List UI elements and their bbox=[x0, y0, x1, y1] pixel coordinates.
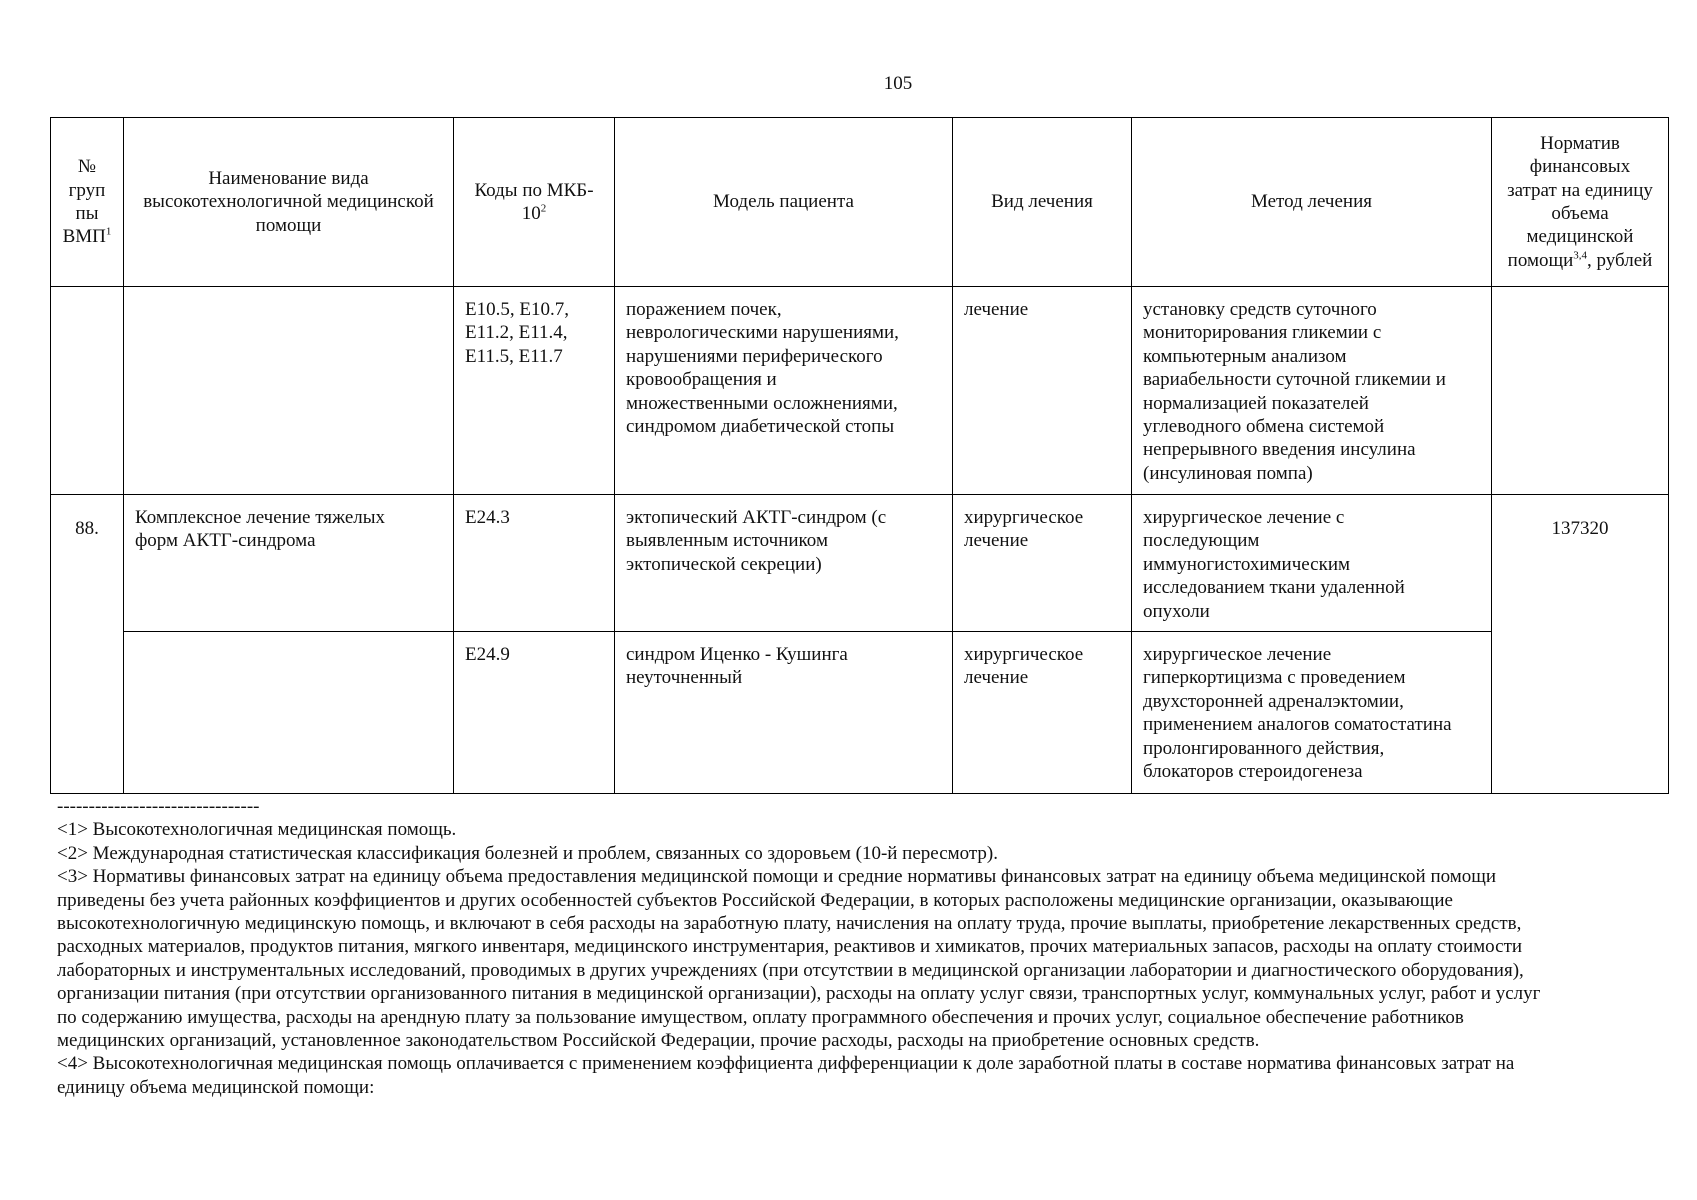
cell-treatment-method: хирургическое лечение с последующим иммуногистохимическим исследованием ткани удаленной опухоли bbox=[1132, 495, 1492, 632]
footnote-2: <2> Международная статистическая классификация болезней и проблем, связанных со здоровьем (10-й пересмотр). bbox=[57, 842, 999, 864]
cell-cost-norm bbox=[1492, 287, 1669, 495]
cell-patient-model: поражением почек, неврологическими нарушениями, нарушениями периферического кровообращения и множественными осложнениями, синдромом диабетической стопы bbox=[615, 287, 953, 495]
cell-group-number bbox=[51, 287, 124, 495]
footnote-ref-1: 1 bbox=[105, 226, 112, 239]
header-cost-norm-unit: , рублей bbox=[1587, 249, 1653, 271]
table-header-row bbox=[51, 118, 1669, 287]
cell-icd-codes: E10.5, E10.7, E11.2, E11.4, E11.5, E11.7 bbox=[454, 287, 615, 495]
cell-treatment-type: хирургическое лечение bbox=[953, 495, 1132, 632]
footnote-4: <4> Высокотехнологичная медицинская помощь оплачивается с применением коэффициента дифференциации к доле заработной платы в составе норматива финансовых затрат на единицу объема медицинской помощи: bbox=[57, 1053, 1515, 1098]
cell-icd-codes: E24.3 bbox=[454, 495, 615, 632]
cell-patient-model: эктопический АКТГ-синдром (с выявленным источником эктопической секреции) bbox=[615, 495, 953, 632]
header-patient-model-label: Модель пациента bbox=[713, 191, 854, 213]
header-patient-model bbox=[615, 118, 953, 287]
footnote-ref-3-4: 3,4 bbox=[1573, 249, 1588, 262]
footnote-separator: -------------------------------- bbox=[57, 796, 260, 817]
cell-service-name bbox=[124, 287, 454, 495]
cell-treatment-type: лечение bbox=[953, 287, 1132, 495]
header-treatment-type bbox=[953, 118, 1132, 287]
cell-patient-model: синдром Иценко - Кушинга неуточненный bbox=[615, 632, 953, 794]
header-cost-norm bbox=[1492, 118, 1669, 287]
table-row bbox=[51, 287, 1669, 495]
page-number: 105 bbox=[883, 73, 913, 94]
cell-treatment-method: установку средств суточного мониторирования гликемии с компьютерным анализом вариабельности суточной гликемии и нормализацией показателей углеводного обмена системой непрерывного введения инсулина (инсулиновая помпа) bbox=[1132, 287, 1492, 495]
table-row bbox=[51, 495, 1669, 632]
cell-icd-codes: E24.9 bbox=[454, 632, 615, 794]
footnotes bbox=[57, 795, 1668, 1099]
footnote-ref-2: 2 bbox=[540, 202, 547, 215]
cell-service-name bbox=[124, 632, 454, 794]
cell-treatment-type: хирургическое лечение bbox=[953, 632, 1132, 794]
header-group-number-label: № груп пы ВМП bbox=[62, 156, 106, 248]
table-row bbox=[51, 632, 1669, 794]
footnote-1: <1> Высокотехнологичная медицинская помощь. bbox=[57, 819, 457, 841]
header-group-number bbox=[51, 118, 124, 287]
header-icd-codes bbox=[454, 118, 615, 287]
cell-treatment-method: хирургическое лечение гиперкортицизма с проведением двухсторонней адреналэктомии, применением аналогов соматостатина пролонгированного действия, блокаторов стероидогенеза bbox=[1132, 632, 1492, 794]
header-icd-codes-label: Коды по МКБ- 10 bbox=[474, 179, 594, 224]
cell-service-name: Комплексное лечение тяжелых форм АКТГ-синдрома bbox=[124, 495, 454, 632]
cell-group-number: 88. bbox=[51, 495, 124, 794]
header-treatment-method-label: Метод лечения bbox=[1250, 191, 1372, 213]
vmp-table bbox=[50, 117, 1669, 794]
header-service-name bbox=[124, 118, 454, 287]
header-cost-norm-label: Норматив финансовых затрат на единицу объема медицинской помощи bbox=[1507, 132, 1653, 271]
footnote-3: <3> Нормативы финансовых затрат на единицу объема предоставления медицинской помощи и средние нормативы финансовых затрат на единицу объема медицинской помощи приведены без учета районных коэффициентов и других особенностей субъектов Российской Федерации, в которых расположены медицинские организации, оказывающие высокотехнологичную медицинскую помощь, и включают в себя расходы на заработную плату, начисления на оплату труда, прочие выплаты, приобретение лекарственных средств, расходных материалов, продуктов питания, мягкого инвентаря, медицинского инструментария, реактивов и химикатов, прочих материальных запасов, расходы на оплату стоимости лабораторных и инструментальных исследований, проводимых в других учреждениях (при отсутствии в медицинской организации лаборатории и диагностического оборудования), организации питания (при отсутствии организованного питания в медицинской организации), расходы на оплату услуг связи, транспортных услуг, коммунальных услуг, работ и услуг по содержанию имущества, расходы на арендную плату за пользование имуществом, оплату программного обеспечения и прочих услуг, социальное обеспечение работников медицинских организаций, установленное законодательством Российской Федерации, прочие расходы, расходы на приобретение основных средств. bbox=[57, 866, 1541, 1052]
header-service-name-label: Наименование вида высокотехнологичной медицинской помощи bbox=[143, 167, 434, 236]
cell-cost-norm: 137320 bbox=[1492, 495, 1669, 794]
header-treatment-type-label: Вид лечения bbox=[991, 191, 1093, 213]
header-treatment-method bbox=[1132, 118, 1492, 287]
